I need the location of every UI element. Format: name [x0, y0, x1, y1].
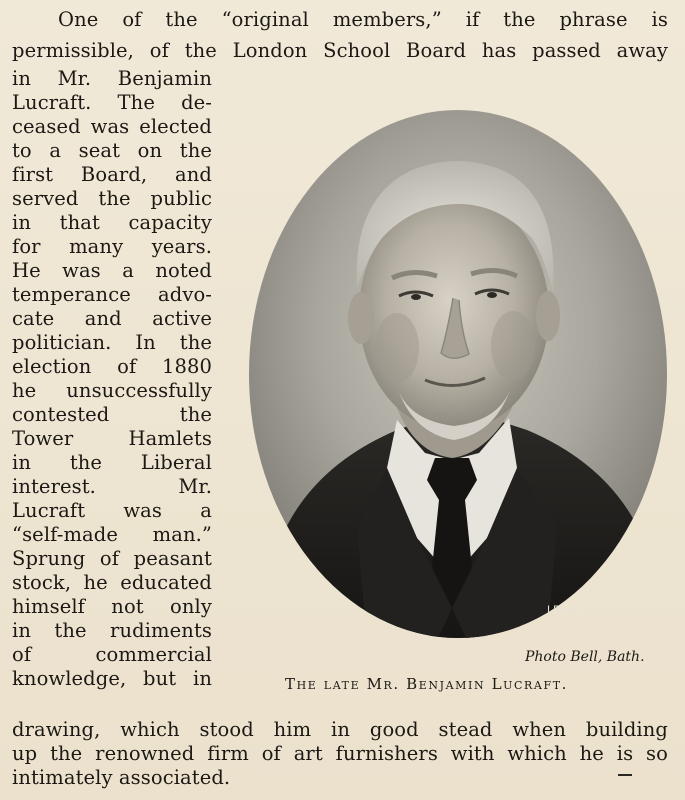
narrow-line: to a seat on the [12, 139, 212, 162]
narrow-line: election of 1880 [12, 355, 212, 378]
article-line-bottom-2: up the renowned firm of art furnishers with which he is so [12, 742, 668, 765]
article-line-bottom-1: drawing, which stood him in good stead when building [12, 718, 668, 741]
narrow-line: interest. Mr. [12, 475, 212, 498]
narrow-line: politician. In the [12, 331, 212, 354]
narrow-line: temperance advo- [12, 283, 212, 306]
narrow-line: first Board, and [12, 163, 212, 186]
article-line-bottom-3: intimately associated. [12, 766, 231, 789]
narrow-line: stock, he educated [12, 571, 212, 594]
narrow-line: contested the [12, 403, 212, 426]
narrow-line: Tower Hamlets [12, 427, 212, 450]
narrow-line: in the Liberal [12, 451, 212, 474]
narrow-line: Sprung of peasant [12, 547, 212, 570]
narrow-line: “self-made man.” [12, 523, 212, 546]
narrow-line: Lucraft was a [12, 499, 212, 522]
end-rule [618, 774, 632, 776]
narrow-line: knowledge, but in [12, 667, 212, 690]
narrow-line: for many years. [12, 235, 212, 258]
narrow-line: himself not only [12, 595, 212, 618]
narrow-line: served the public [12, 187, 212, 210]
narrow-line: in Mr. Benjamin [12, 67, 212, 90]
narrow-line: Lucraft. The de- [12, 91, 212, 114]
figure-caption: The late Mr. Benjamin Lucraft. [285, 675, 568, 693]
narrow-line: cate and active [12, 307, 212, 330]
portrait-photo [247, 108, 669, 640]
photo-credit: Photo Bell, Bath. [525, 649, 645, 665]
narrow-line: of commercial [12, 643, 212, 666]
narrow-line: He was a noted [12, 259, 212, 282]
narrow-line: ceased was elected [12, 115, 212, 138]
article-line-1: One of the “original members,” if the phrase is [58, 8, 668, 31]
narrow-line: he unsuccessfully [12, 379, 212, 402]
narrow-line: in that capacity [12, 211, 212, 234]
engraver-mark: I.BK FE [547, 604, 585, 616]
article-line-2: permissible, of the London School Board has passed away [12, 39, 668, 62]
portrait-engraving [247, 108, 669, 640]
narrow-line: in the rudiments [12, 619, 212, 642]
